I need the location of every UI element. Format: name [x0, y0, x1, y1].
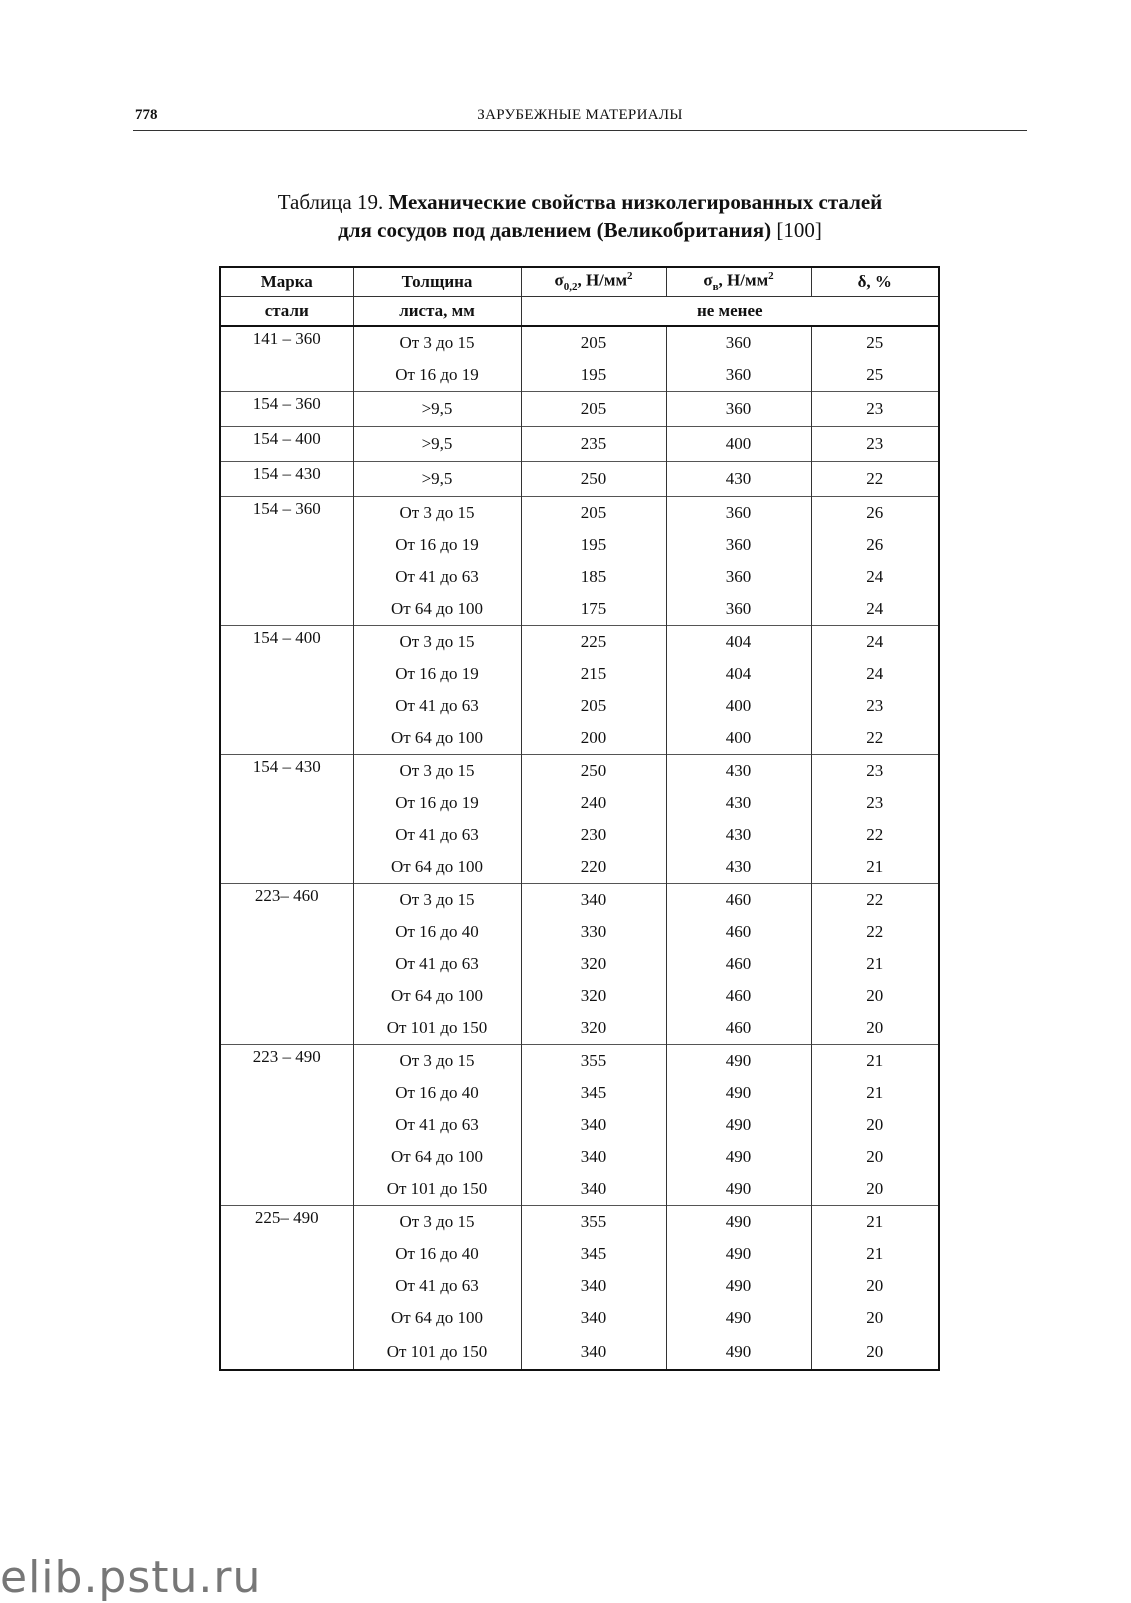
elongation-cell: 20	[811, 1334, 939, 1370]
thickness-cell: От 3 до 15	[353, 497, 521, 530]
yield-strength-cell: 250	[521, 755, 666, 788]
yield-strength-cell: 185	[521, 561, 666, 593]
thickness-cell: От 16 до 19	[353, 658, 521, 690]
elongation-cell: 20	[811, 1012, 939, 1045]
tensile-strength-cell: 490	[666, 1173, 811, 1206]
tensile-strength-cell: 460	[666, 948, 811, 980]
table-row	[220, 497, 939, 530]
steel-grade-cell: 154 – 360	[220, 392, 353, 427]
elongation-cell: 21	[811, 1238, 939, 1270]
tensile-strength-cell: 490	[666, 1206, 811, 1239]
tensile-strength-cell: 460	[666, 916, 811, 948]
yield-strength-cell: 230	[521, 819, 666, 851]
yield-strength-cell: 355	[521, 1045, 666, 1078]
table-row	[220, 884, 939, 917]
thickness-cell: От 16 до 19	[353, 359, 521, 392]
elongation-cell: 21	[811, 948, 939, 980]
elongation-cell: 20	[811, 1109, 939, 1141]
thickness-cell: От 3 до 15	[353, 1045, 521, 1078]
elongation-cell: 22	[811, 916, 939, 948]
thickness-cell: От 41 до 63	[353, 1270, 521, 1302]
tensile-strength-cell: 430	[666, 462, 811, 497]
thickness-cell: От 64 до 100	[353, 593, 521, 626]
yield-strength-cell: 345	[521, 1077, 666, 1109]
elongation-cell: 24	[811, 561, 939, 593]
yield-strength-cell: 340	[521, 1302, 666, 1334]
header-thickness: Толщина	[353, 267, 521, 297]
thickness-cell: От 41 до 63	[353, 948, 521, 980]
header-row-2	[220, 297, 939, 327]
elongation-cell: 26	[811, 529, 939, 561]
elongation-cell: 20	[811, 980, 939, 1012]
thickness-cell: От 64 до 100	[353, 851, 521, 884]
tensile-strength-cell: 490	[666, 1045, 811, 1078]
header-min-note: не менее	[521, 297, 939, 327]
elongation-cell: 22	[811, 462, 939, 497]
elongation-cell: 20	[811, 1141, 939, 1173]
header-thickness-line2: листа, мм	[353, 297, 521, 327]
elongation-cell: 21	[811, 851, 939, 884]
yield-strength-cell: 235	[521, 427, 666, 462]
elongation-cell: 20	[811, 1270, 939, 1302]
tensile-strength-cell: 460	[666, 980, 811, 1012]
elongation-cell: 25	[811, 359, 939, 392]
steel-grade-cell: 154 – 430	[220, 462, 353, 497]
caption-title-line2: для сосудов под давлением (Великобритания)	[338, 218, 772, 242]
steel-grade-cell: 141 – 360	[220, 326, 353, 392]
table-row	[220, 462, 939, 497]
yield-strength-cell: 220	[521, 851, 666, 884]
yield-strength-cell: 340	[521, 1141, 666, 1173]
yield-strength-cell: 205	[521, 326, 666, 359]
yield-strength-cell: 195	[521, 359, 666, 392]
header-grade: Марка	[220, 267, 353, 297]
thickness-cell: От 16 до 40	[353, 1238, 521, 1270]
table-row	[220, 1206, 939, 1239]
thickness-cell: >9,5	[353, 427, 521, 462]
tensile-strength-cell: 404	[666, 658, 811, 690]
elongation-cell: 22	[811, 722, 939, 755]
yield-strength-cell: 250	[521, 462, 666, 497]
yield-strength-cell: 225	[521, 626, 666, 659]
thickness-cell: От 3 до 15	[353, 326, 521, 359]
yield-strength-cell: 340	[521, 1270, 666, 1302]
table-row	[220, 326, 939, 359]
yield-strength-cell: 205	[521, 392, 666, 427]
table-row	[220, 427, 939, 462]
caption-prefix: Таблица 19.	[277, 190, 389, 214]
tensile-strength-cell: 430	[666, 787, 811, 819]
thickness-cell: От 16 до 19	[353, 787, 521, 819]
steel-grade-cell: 223– 460	[220, 884, 353, 1045]
yield-strength-cell: 340	[521, 1334, 666, 1370]
header-grade-line2: стали	[220, 297, 353, 327]
running-title: ЗАРУБЕЖНЫЕ МАТЕРИАЛЫ	[477, 107, 683, 123]
elongation-cell: 25	[811, 326, 939, 359]
tensile-strength-cell: 490	[666, 1109, 811, 1141]
elongation-cell: 26	[811, 497, 939, 530]
tensile-strength-cell: 400	[666, 427, 811, 462]
thickness-cell: От 3 до 15	[353, 1206, 521, 1239]
elongation-cell: 22	[811, 819, 939, 851]
steel-grade-cell: 154 – 430	[220, 755, 353, 884]
tensile-strength-cell: 490	[666, 1302, 811, 1334]
yield-strength-cell: 340	[521, 1173, 666, 1206]
header-tensile-strength: $\sigma_в$, $Н/мм^2$	[666, 267, 811, 297]
yield-strength-cell: 205	[521, 497, 666, 530]
thickness-cell: От 3 до 15	[353, 626, 521, 659]
tensile-strength-cell: 400	[666, 690, 811, 722]
steel-grade-cell: 223 – 490	[220, 1045, 353, 1206]
tensile-strength-cell: 404	[666, 626, 811, 659]
yield-strength-cell: 200	[521, 722, 666, 755]
tensile-strength-cell: 430	[666, 755, 811, 788]
tensile-strength-cell: 360	[666, 561, 811, 593]
table-row	[220, 626, 939, 659]
tensile-strength-cell: 360	[666, 359, 811, 392]
yield-strength-cell: 340	[521, 884, 666, 917]
running-header	[133, 106, 1027, 131]
yield-strength-cell: 195	[521, 529, 666, 561]
thickness-cell: От 16 до 40	[353, 1077, 521, 1109]
thickness-cell: От 3 до 15	[353, 755, 521, 788]
steel-grade-cell: 225– 490	[220, 1206, 353, 1371]
yield-strength-cell: 345	[521, 1238, 666, 1270]
table-caption	[140, 188, 1020, 244]
table-row	[220, 1045, 939, 1078]
thickness-cell: От 41 до 63	[353, 561, 521, 593]
thickness-cell: >9,5	[353, 392, 521, 427]
yield-strength-cell: 320	[521, 948, 666, 980]
thickness-cell: От 3 до 15	[353, 884, 521, 917]
tensile-strength-cell: 400	[666, 722, 811, 755]
thickness-cell: От 16 до 19	[353, 529, 521, 561]
thickness-cell: От 41 до 63	[353, 819, 521, 851]
elongation-cell: 22	[811, 884, 939, 917]
yield-strength-cell: 320	[521, 980, 666, 1012]
tensile-strength-cell: 490	[666, 1141, 811, 1173]
tensile-strength-cell: 490	[666, 1077, 811, 1109]
tensile-strength-cell: 360	[666, 392, 811, 427]
tensile-strength-cell: 460	[666, 884, 811, 917]
yield-strength-cell: 330	[521, 916, 666, 948]
yield-strength-cell: 215	[521, 658, 666, 690]
elongation-cell: 20	[811, 1173, 939, 1206]
header-elongation: δ, %	[811, 267, 939, 297]
elongation-cell: 23	[811, 787, 939, 819]
elongation-cell: 24	[811, 658, 939, 690]
thickness-cell: От 64 до 100	[353, 1141, 521, 1173]
tensile-strength-cell: 360	[666, 497, 811, 530]
elongation-cell: 23	[811, 690, 939, 722]
yield-strength-cell: 320	[521, 1012, 666, 1045]
thickness-cell: От 41 до 63	[353, 1109, 521, 1141]
elongation-cell: 24	[811, 626, 939, 659]
table-header	[220, 267, 939, 326]
yield-strength-cell: 240	[521, 787, 666, 819]
caption-reference: [100]	[771, 218, 822, 242]
thickness-cell: От 41 до 63	[353, 690, 521, 722]
thickness-cell: От 16 до 40	[353, 916, 521, 948]
tensile-strength-cell: 430	[666, 851, 811, 884]
tensile-strength-cell: 360	[666, 326, 811, 359]
thickness-cell: От 64 до 100	[353, 1302, 521, 1334]
thickness-cell: От 101 до 150	[353, 1334, 521, 1370]
table-row	[220, 755, 939, 788]
yield-strength-cell: 340	[521, 1109, 666, 1141]
elongation-cell: 21	[811, 1077, 939, 1109]
thickness-cell: От 101 до 150	[353, 1012, 521, 1045]
watermark: elib.pstu.ru	[0, 1552, 262, 1603]
yield-strength-cell: 205	[521, 690, 666, 722]
page-number: 778	[135, 107, 158, 123]
yield-strength-cell: 355	[521, 1206, 666, 1239]
header-yield-strength: $\sigma_{0,2}$, $Н/мм^2$	[521, 267, 666, 297]
steel-grade-cell: 154 – 400	[220, 427, 353, 462]
tensile-strength-cell: 360	[666, 529, 811, 561]
tensile-strength-cell: 490	[666, 1238, 811, 1270]
caption-title-line1: Механические свойства низколегированных сталей	[388, 190, 883, 214]
table-body	[220, 326, 939, 1370]
thickness-cell: От 101 до 150	[353, 1173, 521, 1206]
tensile-strength-cell: 490	[666, 1270, 811, 1302]
elongation-cell: 23	[811, 427, 939, 462]
mechanical-properties-table	[219, 266, 940, 1371]
elongation-cell: 23	[811, 392, 939, 427]
tensile-strength-cell: 430	[666, 819, 811, 851]
table-row	[220, 392, 939, 427]
steel-grade-cell: 154 – 400	[220, 626, 353, 755]
tensile-strength-cell: 460	[666, 1012, 811, 1045]
tensile-strength-cell: 490	[666, 1334, 811, 1370]
elongation-cell: 21	[811, 1045, 939, 1078]
thickness-cell: От 64 до 100	[353, 980, 521, 1012]
elongation-cell: 24	[811, 593, 939, 626]
yield-strength-cell: 175	[521, 593, 666, 626]
thickness-cell: От 64 до 100	[353, 722, 521, 755]
elongation-cell: 21	[811, 1206, 939, 1239]
tensile-strength-cell: 360	[666, 593, 811, 626]
thickness-cell: >9,5	[353, 462, 521, 497]
steel-grade-cell: 154 – 360	[220, 497, 353, 626]
elongation-cell: 20	[811, 1302, 939, 1334]
header-row-1	[220, 267, 939, 297]
elongation-cell: 23	[811, 755, 939, 788]
